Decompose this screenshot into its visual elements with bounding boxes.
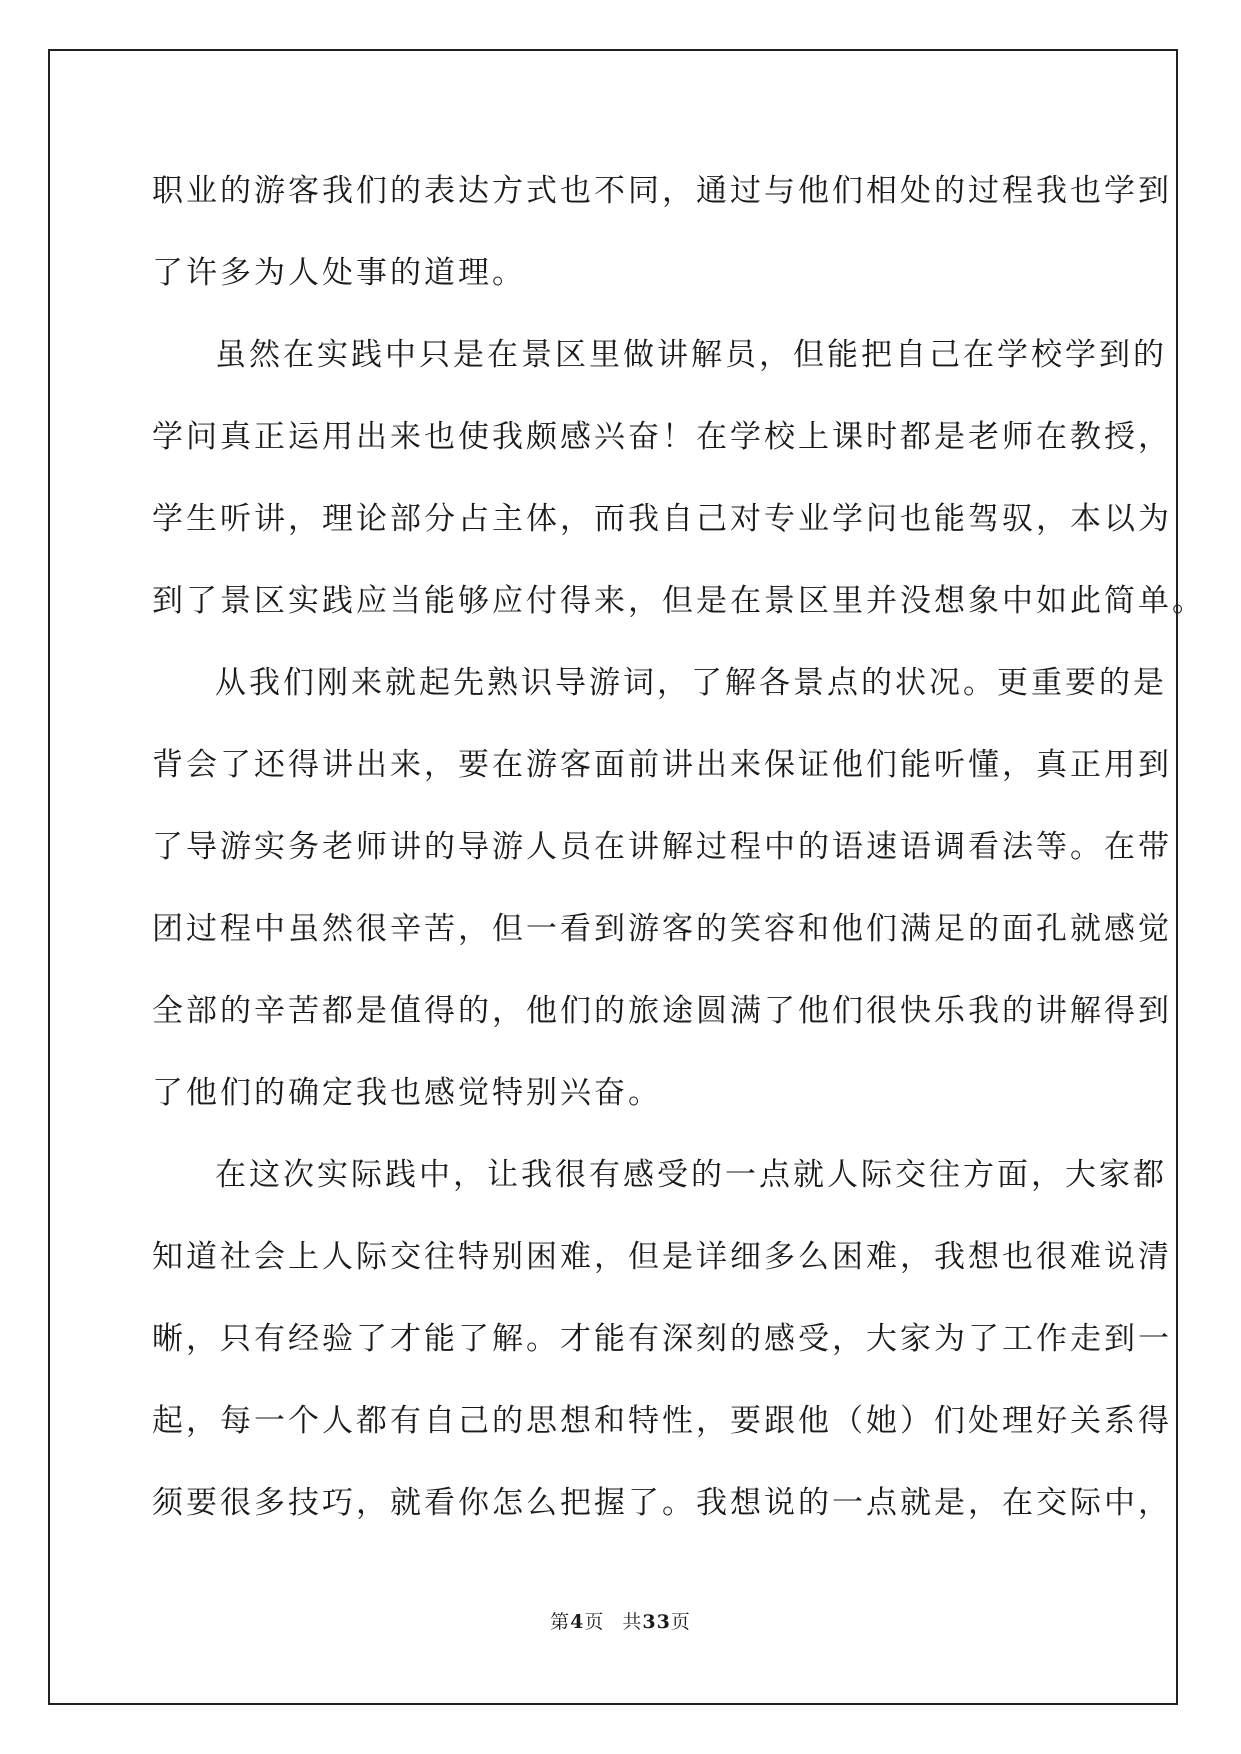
text-line: 团过程中虽然很辛苦，但一看到游客的笑容和他们满足的面孔就感觉 xyxy=(152,911,1172,947)
text-line: 了导游实务老师讲的导游人员在讲解过程中的语速语调看法等。在带 xyxy=(152,829,1172,865)
text-line: 知道社会上人际交往特别困难，但是详细多么困难，我想也很难说清 xyxy=(152,1239,1172,1275)
text-line: 职业的游客我们的表达方式也不同，通过与他们相处的过程我也学到 xyxy=(152,173,1172,209)
page-prefix: 第 xyxy=(550,1611,571,1633)
document-body xyxy=(152,150,1206,1544)
paragraph-start-line: 从我们刚来就起先熟识导游词，了解各景点的状况。更重要的是 xyxy=(215,665,1167,701)
text-line: 学生听讲，理论部分占主体，而我自己对专业学问也能驾驭，本以为 xyxy=(152,501,1172,537)
text-line: 须要很多技巧，就看你怎么把握了。我想说的一点就是，在交际中， xyxy=(152,1485,1172,1521)
total-prefix: 共 xyxy=(622,1611,643,1633)
paragraph-start-line: 在这次实际践中，让我很有感受的一点就人际交往方面，大家都 xyxy=(215,1157,1167,1193)
text-line: 学问真正运用出来也使我颇感兴奋！在学校上课时都是老师在教授， xyxy=(152,419,1172,455)
text-line: 到了景区实践应当能够应付得来，但是在景区里并没想象中如此简单。 xyxy=(152,583,1206,619)
text-line: 全部的辛苦都是值得的，他们的旅途圆满了他们很快乐我的讲解得到 xyxy=(152,993,1172,1029)
text-line: 了他们的确定我也感觉特别兴奋。 xyxy=(152,1075,662,1111)
page-number: 4 xyxy=(570,1611,585,1633)
total-suffix: 页 xyxy=(670,1611,691,1633)
text-line: 了许多为人处事的道理。 xyxy=(152,255,526,291)
paragraph-start-line: 虽然在实践中只是在景区里做讲解员，但能把自己在学校学到的 xyxy=(215,337,1167,373)
text-line: 起，每一个人都有自己的思想和特性，要跟他（她）们处理好关系得 xyxy=(152,1403,1172,1439)
text-line: 晰，只有经验了才能了解。才能有深刻的感受，大家为了工作走到一 xyxy=(152,1321,1172,1357)
page-suffix: 页 xyxy=(584,1611,605,1633)
total-pages: 33 xyxy=(642,1611,671,1633)
text-line: 背会了还得讲出来，要在游客面前讲出来保证他们能听懂，真正用到 xyxy=(152,747,1172,783)
page-footer xyxy=(0,1607,1241,1634)
